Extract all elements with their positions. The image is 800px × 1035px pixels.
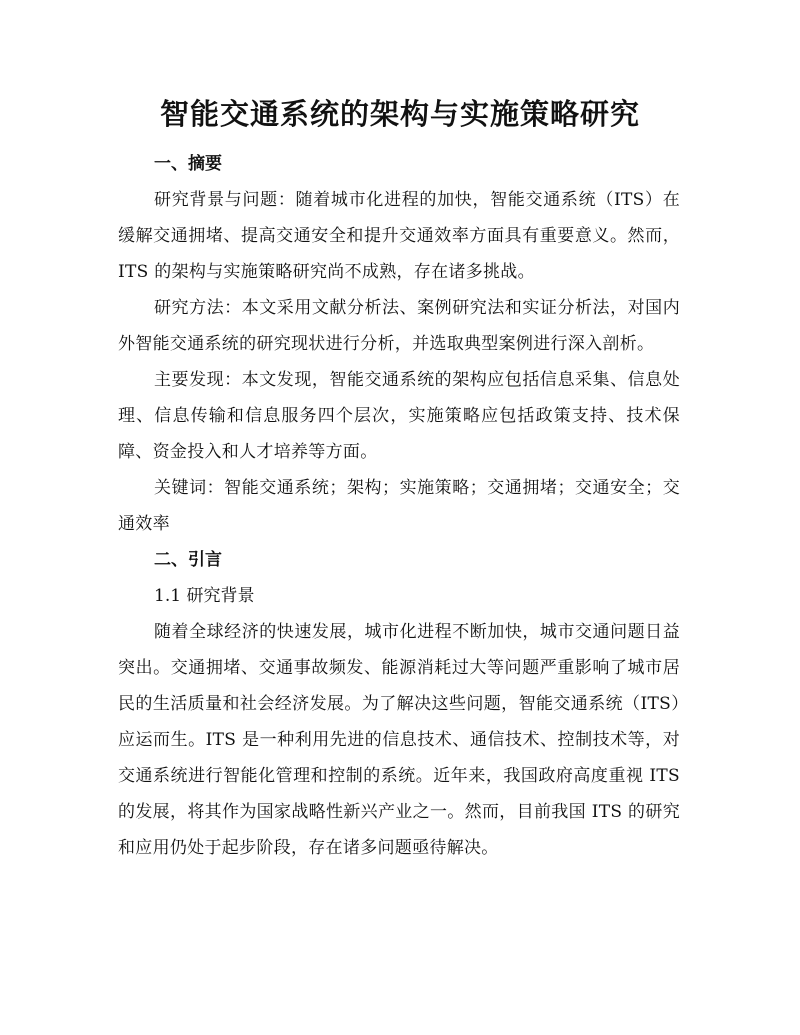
section-heading-abstract: 一、摘要 [154,154,222,174]
paragraph-keywords: 关键词：智能交通系统；架构；实施策略；交通拥堵；交通安全；交通效率 [118,478,680,534]
document-title: 智能交通系统的架构与实施策略研究 [159,97,640,131]
section-heading-introduction: 二、引言 [154,550,222,570]
document-body [118,146,680,866]
paragraph-findings: 主要发现：本文发现，智能交通系统的架构应包括信息采集、信息处理、信息传输和信息服务四个层次，实施策略应包括政策支持、技术保障、资金投入和人才培养等方面。 [118,370,680,462]
paragraph-background: 研究背景与问题：随着城市化进程的加快，智能交通系统（ITS）在缓解交通拥堵、提高交通安全和提升交通效率方面具有重要意义。然而，ITS 的架构与实施策略研究尚不成熟，存在诸多挑战。 [118,190,680,282]
paragraph-methods: 研究方法：本文采用文献分析法、案例研究法和实证分析法，对国内外智能交通系统的研究现状进行分析，并选取典型案例进行深入剖析。 [118,298,680,354]
paragraph-intro-background: 随着全球经济的快速发展，城市化进程不断加快，城市交通问题日益突出。交通拥堵、交通事故频发、能源消耗过大等问题严重影响了城市居民的生活质量和社会经济发展。为了解决这些问题，智能交通系统（ITS）应运而生。ITS 是一种利用先进的信息技术、通信技术、控制技术等，对交通系统进行智能化管理和控制的系统。近年来，我国政府高度重视 ITS 的发展，将其作为国家战略性新兴产业之一。然而，目前我国 ITS 的研究和应用仍处于起步阶段，存在诸多问题亟待解决。 [118,622,680,858]
subsection-heading-background: 1.1 研究背景 [154,586,255,606]
